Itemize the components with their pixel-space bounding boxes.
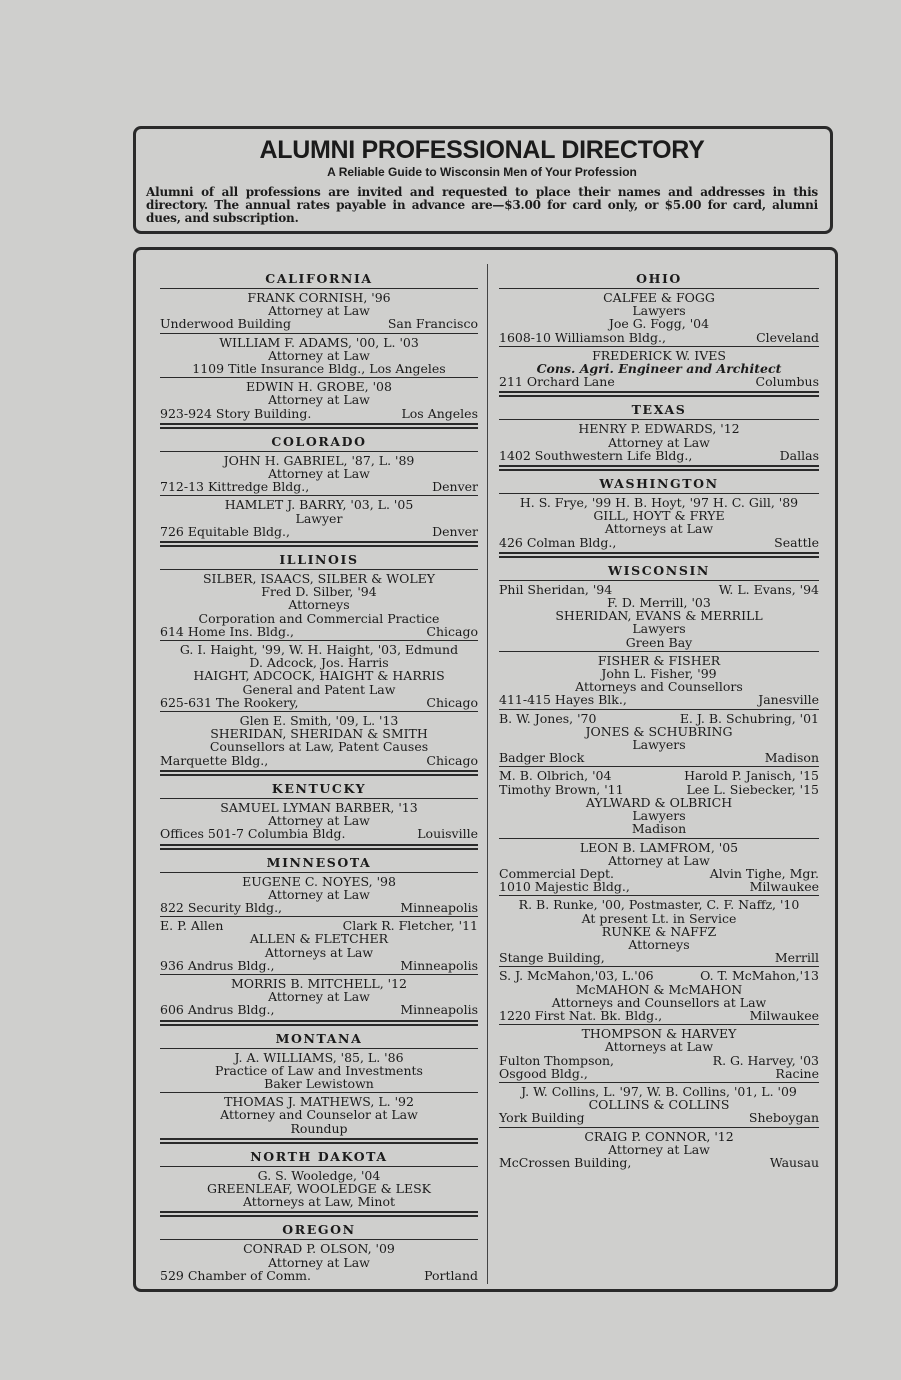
entry-address: 1402 Southwestern Life Bldg., — [499, 447, 693, 463]
entry-address-line — [160, 754, 478, 767]
entry-line: RUNKE & NAFFZ — [601, 923, 717, 939]
entry-line: Attorney at Law — [268, 392, 370, 408]
entry-line: Practice of Law and Investments — [215, 1062, 423, 1078]
entry-city: Merrill — [774, 950, 819, 966]
entry-address-line — [499, 880, 819, 893]
entry-line: Green Bay — [625, 634, 693, 650]
entry-line: CALFEE & FOGG — [603, 290, 715, 305]
entry-address: Underwood Building — [160, 316, 291, 332]
entry-line: John L. Fisher, '99 — [601, 666, 717, 682]
entry-rule — [499, 1127, 819, 1128]
rates-notice: Alumni of all professions are invited and requested to place their names and addresses in this directory. The annual rates payable in advance are—$3.00 for card only, or $5.00 for card, alumni dues, and subscription. — [146, 185, 818, 225]
entry-line: CONRAD P. OLSON, '09 — [243, 1241, 395, 1257]
section-rule — [499, 419, 819, 420]
entry-line: Attorney at Law — [268, 303, 370, 319]
entry-city: Racine — [775, 1065, 819, 1081]
entry-address-line — [160, 317, 478, 330]
entry-rule — [160, 974, 478, 975]
section-double-rule — [160, 1138, 478, 1144]
directory-entry — [499, 968, 819, 1023]
entry-address-line — [499, 1156, 819, 1169]
section-double-rule — [160, 1211, 478, 1217]
entry-line: LEON B. LAMFROM, '05 — [579, 839, 739, 855]
directory-entry — [499, 897, 819, 965]
section-rule — [160, 1239, 478, 1240]
entry-city: Minneapolis — [400, 957, 478, 973]
state-heading: MONTANA — [275, 1030, 363, 1046]
entry-line: EDWIN H. GROBE, '08 — [246, 379, 392, 395]
entry-line: G. S. Wooledge, '04 — [257, 1167, 381, 1183]
entry-line: WILLIAM F. ADAMS, '00, L. '03 — [219, 334, 419, 350]
entry-line: At present Lt. in Service — [581, 910, 737, 926]
entry-line: Lawyers — [632, 808, 686, 824]
entry-address: 426 Colman Bldg., — [499, 534, 617, 550]
entry-line: JONES & SCHUBRING — [585, 723, 733, 739]
state-heading: WISCONSIN — [608, 562, 710, 578]
entry-line: Attorneys at Law — [264, 944, 374, 960]
entry-line: F. D. Merrill, '03 — [607, 595, 711, 611]
state-heading: COLORADO — [271, 433, 367, 449]
entry-line: Glen E. Smith, '09, L. '13 — [239, 713, 399, 729]
entry-address-line — [160, 525, 478, 538]
entry-city: Lee L. Siebecker, '15 — [686, 781, 819, 797]
entry-city: Madison — [764, 750, 819, 766]
entry-city: Chicago — [426, 752, 478, 768]
entry-address: 726 Equitable Bldg., — [160, 523, 290, 539]
entry-line: McMAHON & McMAHON — [575, 981, 743, 997]
section-rule — [160, 451, 478, 452]
section-rule — [499, 288, 819, 289]
entry-city: Milwaukee — [749, 879, 819, 895]
entry-address-line — [499, 783, 819, 796]
entry-rule — [160, 333, 478, 334]
directory-entry — [160, 976, 478, 1018]
entry-address: York Building — [499, 1110, 585, 1126]
entry-line: Lawyer — [295, 510, 343, 526]
right-column — [499, 268, 819, 1170]
entry-city: Louisville — [417, 826, 478, 842]
entry-city: Denver — [432, 479, 478, 495]
entry-address: 712-13 Kittredge Bldg., — [160, 479, 310, 495]
directory-entry — [160, 453, 478, 495]
entry-line: HENRY P. EDWARDS, '12 — [578, 421, 740, 437]
state-heading: MINNESOTA — [266, 854, 372, 870]
entry-city: Denver — [432, 523, 478, 539]
entry-line: J. W. Collins, L. '97, W. B. Collins, '01, L. '09 — [521, 1083, 797, 1099]
entry-line: Attorney at Law — [268, 1254, 370, 1270]
entry-rule — [499, 1024, 819, 1025]
entry-line: Attorney at Law — [608, 434, 710, 450]
section-rule — [160, 288, 478, 289]
entry-line: General and Patent Law — [242, 681, 396, 697]
entry-city: Cleveland — [756, 329, 819, 345]
entry-address-line — [499, 449, 819, 462]
directory-entry — [160, 335, 478, 377]
entry-line: GILL, HOYT & FRYE — [593, 508, 725, 524]
entry-line: Corporation and Commercial Practice — [198, 610, 440, 626]
entry-line: Attorney at Law — [268, 989, 370, 1005]
entry-city: Clark R. Fletcher, '11 — [342, 918, 478, 934]
entry-rule — [499, 838, 819, 839]
state-heading: WASHINGTON — [599, 476, 719, 492]
entry-address: 923-924 Story Building. — [160, 405, 312, 421]
entry-address: 1010 Majestic Bldg., — [499, 879, 630, 895]
entry-address-line — [499, 1111, 819, 1124]
entry-line: SHERIDAN, SHERIDAN & SMITH — [210, 726, 428, 742]
entry-line: HAMLET J. BARRY, '03, L. '05 — [224, 497, 414, 513]
entry-address: 625-631 The Rookery, — [160, 694, 299, 710]
entry-line: Attorney at Law — [268, 813, 370, 829]
entry-address: 936 Andrus Bldg., — [160, 957, 275, 973]
section-double-rule — [160, 1020, 478, 1026]
entry-address: Timothy Brown, '11 — [499, 781, 624, 797]
column-divider — [487, 264, 488, 1284]
entry-rule — [160, 377, 478, 378]
state-heading: CALIFORNIA — [265, 271, 373, 286]
entry-address-line — [160, 827, 478, 840]
entry-line: 1109 Title Insurance Bldg., Los Angeles — [192, 361, 446, 377]
entry-rule — [499, 766, 819, 767]
entry-address: Osgood Bldg., — [499, 1065, 588, 1081]
entry-line: Baker Lewistown — [264, 1075, 374, 1091]
entry-address-line — [499, 712, 819, 725]
section-double-rule — [499, 391, 819, 397]
entry-city: San Francisco — [387, 316, 478, 332]
section-double-rule — [499, 552, 819, 558]
directory-entry — [499, 653, 819, 708]
entry-rule — [160, 711, 478, 712]
section-rule — [160, 569, 478, 570]
entry-address-line — [499, 969, 819, 982]
section-rule — [499, 493, 819, 494]
entry-line: Attorney at Law — [268, 886, 370, 902]
section-double-rule — [160, 770, 478, 776]
entry-line: CRAIG P. CONNOR, '12 — [584, 1128, 734, 1144]
entry-city: Chicago — [426, 623, 478, 639]
entry-city: Minneapolis — [400, 1002, 478, 1018]
entry-address-line — [499, 1054, 819, 1067]
state-heading: OREGON — [282, 1222, 356, 1238]
directory-entry — [499, 1026, 819, 1081]
entry-line: THOMAS J. MATHEWS, L. '92 — [224, 1094, 414, 1110]
entry-line: FRANK CORNISH, '96 — [247, 290, 391, 305]
entry-rule — [499, 895, 819, 896]
entry-address: 822 Security Bldg., — [160, 899, 283, 915]
entry-line: Attorney at Law — [608, 1141, 710, 1157]
page-subtitle: A Reliable Guide to Wisconsin Men of Your Profession — [327, 165, 637, 179]
directory-entry — [160, 571, 478, 639]
entry-address-line — [160, 625, 478, 638]
entry-line: THOMPSON & HARVEY — [581, 1026, 737, 1042]
entry-line: D. Adcock, Jos. Harris — [249, 655, 389, 671]
entry-city: Wausau — [769, 1154, 819, 1170]
entry-city: W. L. Evans, '94 — [718, 581, 819, 597]
entry-line: Attorneys at Law — [604, 521, 714, 537]
entry-city: R. G. Harvey, '03 — [712, 1052, 819, 1068]
entry-city: Seattle — [774, 534, 819, 550]
entry-line: COLLINS & COLLINS — [588, 1097, 730, 1113]
directory-entry — [160, 290, 478, 332]
entry-line: Attorney at Law — [608, 852, 710, 868]
directory-entry — [160, 642, 478, 710]
entry-address-line — [499, 751, 819, 764]
entry-line: SILBER, ISAACS, SILBER & WOLEY — [202, 571, 436, 587]
directory-entry — [160, 918, 478, 973]
section-rule — [160, 798, 478, 799]
entry-address: 614 Home Ins. Bldg., — [160, 623, 294, 639]
entry-address: 1608-10 Williamson Bldg., — [499, 329, 666, 345]
entry-city: O. T. McMahon,'13 — [700, 968, 819, 984]
entry-address-line — [160, 407, 478, 420]
state-heading: TEXAS — [631, 402, 687, 418]
entry-address-line — [499, 331, 819, 344]
directory-entry — [499, 1129, 819, 1171]
section-rule — [160, 1166, 478, 1167]
entry-address-line — [160, 1003, 478, 1016]
directory-entry — [499, 582, 819, 650]
entry-line: Joe G. Fogg, '04 — [608, 316, 710, 332]
entry-rule — [499, 709, 819, 710]
entry-rule — [160, 640, 478, 641]
entry-line: Roundup — [290, 1120, 348, 1136]
entry-address: 411-415 Hayes Blk., — [499, 692, 627, 708]
entry-line: Cons. Agri. Engineer and Architect — [536, 361, 782, 377]
directory-entry — [499, 840, 819, 895]
entry-address: Commercial Dept. — [499, 865, 615, 881]
entry-rule — [160, 916, 478, 917]
section-rule — [160, 1048, 478, 1049]
entry-rule — [499, 966, 819, 967]
entry-city: E. J. B. Schubring, '01 — [679, 710, 819, 726]
directory-entry — [499, 768, 819, 836]
entry-line: Attorney at Law — [268, 347, 370, 363]
entry-line: FISHER & FISHER — [597, 652, 721, 668]
entry-line: SAMUEL LYMAN BARBER, '13 — [220, 799, 418, 815]
entry-city: Sheboygan — [748, 1110, 819, 1126]
entry-address: 606 Andrus Bldg., — [160, 1002, 275, 1018]
directory-entry — [499, 421, 819, 463]
entry-line: SHERIDAN, EVANS & MERRILL — [555, 608, 763, 624]
entry-city: Harold P. Janisch, '15 — [684, 768, 819, 784]
entry-line: Madison — [631, 821, 687, 837]
state-heading: KENTUCKY — [271, 780, 367, 796]
directory-entry — [160, 379, 478, 421]
entry-line: R. B. Runke, '00, Postmaster, C. F. Naffz, '10 — [518, 897, 800, 913]
entry-line: GREENLEAF, WOOLEDGE & LESK — [206, 1180, 431, 1196]
directory-entry — [160, 713, 478, 768]
entry-address: M. B. Olbrich, '04 — [499, 768, 612, 784]
entry-city: Columbus — [755, 374, 819, 390]
state-heading: NORTH DAKOTA — [250, 1148, 388, 1164]
state-heading: ILLINOIS — [279, 552, 359, 568]
directory-entry — [499, 711, 819, 766]
entry-rule — [499, 651, 819, 652]
entry-address: McCrossen Building, — [499, 1154, 632, 1170]
entry-address-line — [160, 480, 478, 493]
entry-address: Stange Building, — [499, 950, 605, 966]
directory-entry — [499, 1084, 819, 1126]
entry-rule — [160, 1092, 478, 1093]
entry-address: Marquette Bldg., — [160, 752, 269, 768]
directory-entry — [160, 497, 478, 539]
entry-address-line — [160, 901, 478, 914]
directory-entry — [160, 1168, 478, 1210]
entry-rule — [499, 346, 819, 347]
entry-address-line — [499, 769, 819, 782]
section-double-rule — [160, 423, 478, 429]
entry-address-line — [499, 951, 819, 964]
entry-line: FREDERICK W. IVES — [592, 347, 726, 363]
entry-city: Portland — [424, 1267, 478, 1283]
entry-address: B. W. Jones, '70 — [499, 710, 597, 726]
entry-line: EUGENE C. NOYES, '98 — [242, 873, 396, 889]
entry-line: HAIGHT, ADCOCK, HAIGHT & HARRIS — [193, 668, 445, 684]
entry-line: AYLWARD & OLBRICH — [585, 794, 733, 810]
entry-address: 211 Orchard Lane — [499, 374, 615, 390]
section-rule — [499, 580, 819, 581]
entry-line: H. S. Frye, '99 H. B. Hoyt, '97 H. C. Gill, '89 — [519, 495, 799, 511]
entry-line: Attorneys — [288, 597, 350, 613]
entry-address-line — [160, 1269, 478, 1282]
entry-address: 529 Chamber of Comm. — [160, 1267, 311, 1283]
entry-line: Lawyers — [632, 737, 686, 753]
directory-entry — [499, 348, 819, 390]
entry-city: Los Angeles — [401, 405, 478, 421]
entry-line: MORRIS B. MITCHELL, '12 — [230, 975, 408, 991]
section-double-rule — [160, 844, 478, 850]
entry-city: Milwaukee — [749, 1007, 819, 1023]
entry-line: Attorney at Law — [268, 466, 370, 482]
entry-line: Attorneys at Law, Minot — [242, 1194, 395, 1210]
entry-line: Attorney and Counselor at Law — [220, 1107, 418, 1123]
entry-address-line — [499, 536, 819, 549]
entry-address-line — [160, 959, 478, 972]
entry-address: S. J. McMahon,'03, L.'06 — [499, 968, 654, 984]
entry-address: Fulton Thompson, — [499, 1052, 615, 1068]
entry-city: Chicago — [426, 694, 478, 710]
entry-city: Minneapolis — [400, 899, 478, 915]
directory-entry — [160, 874, 478, 916]
directory-entry — [160, 1094, 478, 1136]
entry-line: Counsellors at Law, Patent Causes — [209, 739, 429, 755]
page-title: ALUMNI PROFESSIONAL DIRECTORY — [259, 136, 705, 164]
entry-address: Offices 501-7 Columbia Bldg. — [160, 826, 346, 842]
directory-entry — [499, 495, 819, 550]
directory-entry — [160, 1050, 478, 1092]
entry-city: Alvin Tighe, Mgr. — [709, 865, 819, 881]
entry-address: Phil Sheridan, '94 — [499, 581, 613, 597]
entry-line: Lawyers — [632, 303, 686, 319]
entry-line: JOHN H. GABRIEL, '87, L. '89 — [223, 452, 415, 468]
entry-address-line — [499, 1067, 819, 1080]
entry-rule — [499, 1082, 819, 1083]
entry-address-line — [499, 375, 819, 388]
entry-address: Badger Block — [499, 750, 585, 766]
entry-line: Attorneys — [628, 936, 690, 952]
section-double-rule — [160, 541, 478, 547]
entry-address: 1220 First Nat. Bk. Bldg., — [499, 1007, 663, 1023]
state-heading: OHIO — [636, 271, 682, 286]
entry-address-line — [160, 696, 478, 709]
left-column — [160, 268, 478, 1283]
entry-line: Attorneys at Law — [604, 1039, 714, 1055]
section-double-rule — [499, 465, 819, 471]
section-rule — [160, 872, 478, 873]
entry-line: Attorneys and Counsellors — [575, 679, 743, 695]
directory-header — [133, 126, 833, 234]
entry-line: Lawyers — [632, 621, 686, 637]
directory-entry — [160, 1241, 478, 1283]
directory-entry — [160, 800, 478, 842]
entry-line: G. I. Haight, '99, W. H. Haight, '03, Edmund — [179, 642, 459, 658]
entry-line: ALLEN & FLETCHER — [249, 931, 389, 947]
entry-address-line — [499, 693, 819, 706]
entry-rule — [160, 495, 478, 496]
entry-line: Attorneys and Counsellors at Law — [551, 994, 767, 1010]
entry-city: Dallas — [779, 447, 819, 463]
entry-line: Fred D. Silber, '94 — [261, 584, 377, 600]
entry-line: J. A. WILLIAMS, '85, L. '86 — [234, 1049, 404, 1065]
entry-address: E. P. Allen — [160, 918, 224, 934]
entry-address-line — [499, 1009, 819, 1022]
directory-entry — [499, 290, 819, 345]
entry-city: Janesville — [758, 692, 819, 708]
